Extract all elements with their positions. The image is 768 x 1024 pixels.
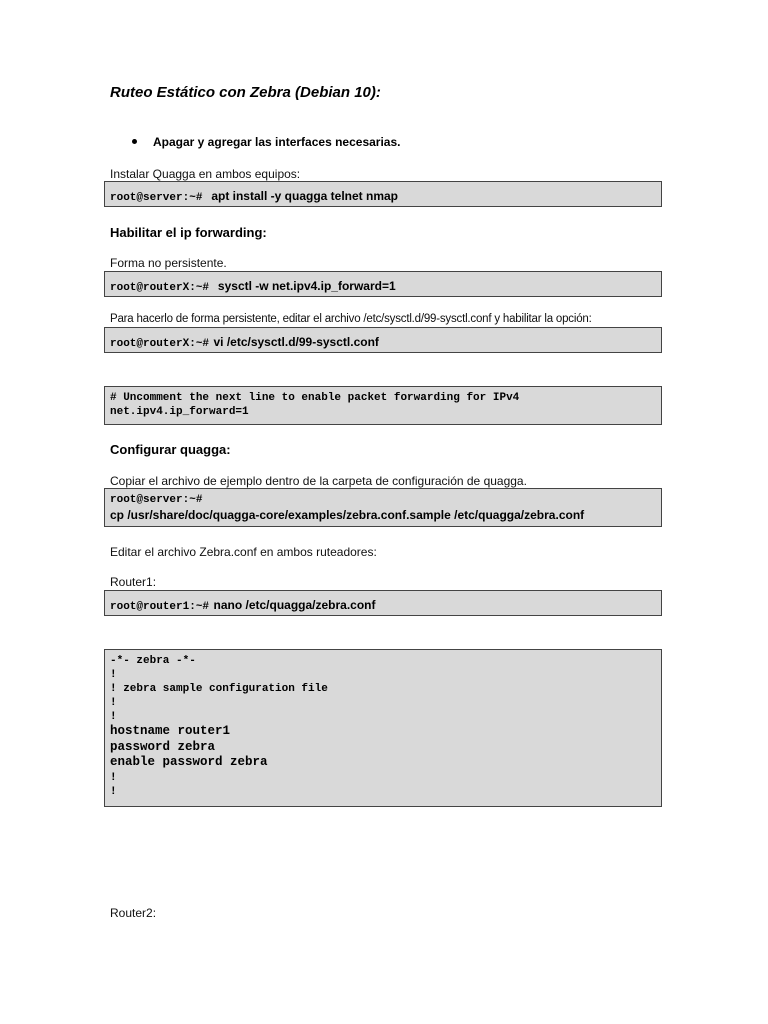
sysctl-conf-box <box>104 386 662 425</box>
sysctl-command-box <box>104 271 662 297</box>
zebra-conf-line: password zebra <box>110 739 216 754</box>
sysctl-conf-setting: net.ipv4.ip_forward=1 <box>110 406 249 418</box>
zebra-conf-box <box>104 649 662 807</box>
document-title: Ruteo Estático con Zebra (Debian 10): <box>110 84 381 101</box>
bullet-item <box>132 135 400 149</box>
router1-label: Router1: <box>110 575 157 589</box>
cp-prompt: root@server:~# <box>110 494 203 506</box>
nano-prompt: root@router1:~# <box>110 601 210 613</box>
vi-command: vi /etc/sysctl.d/99-sysctl.conf <box>213 335 379 349</box>
zebra-conf-line: ! <box>110 771 117 784</box>
nano-command: nano /etc/quagga/zebra.conf <box>213 598 376 612</box>
heading-forwarding: Habilitar el ip forwarding: <box>110 225 267 240</box>
install-note: Instalar Quagga en ambos equipos: <box>110 167 301 181</box>
nonpersistent-note: Forma no persistente. <box>110 256 227 270</box>
cp-command: cp /usr/share/doc/quagga-core/examples/zebra.conf.sample /etc/quagga/zebra.conf <box>110 508 585 522</box>
edit-note: Editar el archivo Zebra.conf en ambos ruteadores: <box>110 545 377 559</box>
bullet-icon <box>132 139 137 144</box>
zebra-conf-line: ! <box>110 697 117 709</box>
zebra-conf-line: ! <box>110 785 117 798</box>
zebra-conf-line: -*- zebra -*- <box>110 655 196 667</box>
install-command: apt install -y quagga telnet nmap <box>211 189 399 203</box>
zebra-conf-line: hostname router1 <box>110 724 231 738</box>
zebra-conf-line: enable password zebra <box>110 755 268 769</box>
sysctl-command: sysctl -w net.ipv4.ip_forward=1 <box>217 279 396 293</box>
router2-label: Router2: <box>110 906 157 920</box>
zebra-conf-line: ! <box>110 669 117 681</box>
install-prompt: root@server:~# <box>110 192 203 204</box>
sysctl-conf-comment: # Uncomment the next line to enable packet forwarding for IPv4 <box>110 392 520 404</box>
vi-prompt: root@routerX:~# <box>110 338 210 350</box>
cp-command-box <box>104 488 662 527</box>
sysctl-prompt: root@routerX:~# <box>110 282 210 294</box>
vi-command-box <box>104 327 662 353</box>
heading-quagga: Configurar quagga: <box>110 442 231 457</box>
persistent-note: Para hacerlo de forma persistente, editar el archivo /etc/sysctl.d/99-sysctl.conf y habilitar la opción: <box>110 313 592 325</box>
install-command-box <box>104 181 662 207</box>
zebra-conf-line: ! zebra sample configuration file <box>110 683 328 695</box>
zebra-conf-line: ! <box>110 711 117 723</box>
copy-note: Copiar el archivo de ejemplo dentro de la carpeta de configuración de quagga. <box>110 474 527 488</box>
nano-command-box <box>104 590 662 616</box>
bullet-text: Apagar y agregar las interfaces necesarias. <box>153 135 401 149</box>
